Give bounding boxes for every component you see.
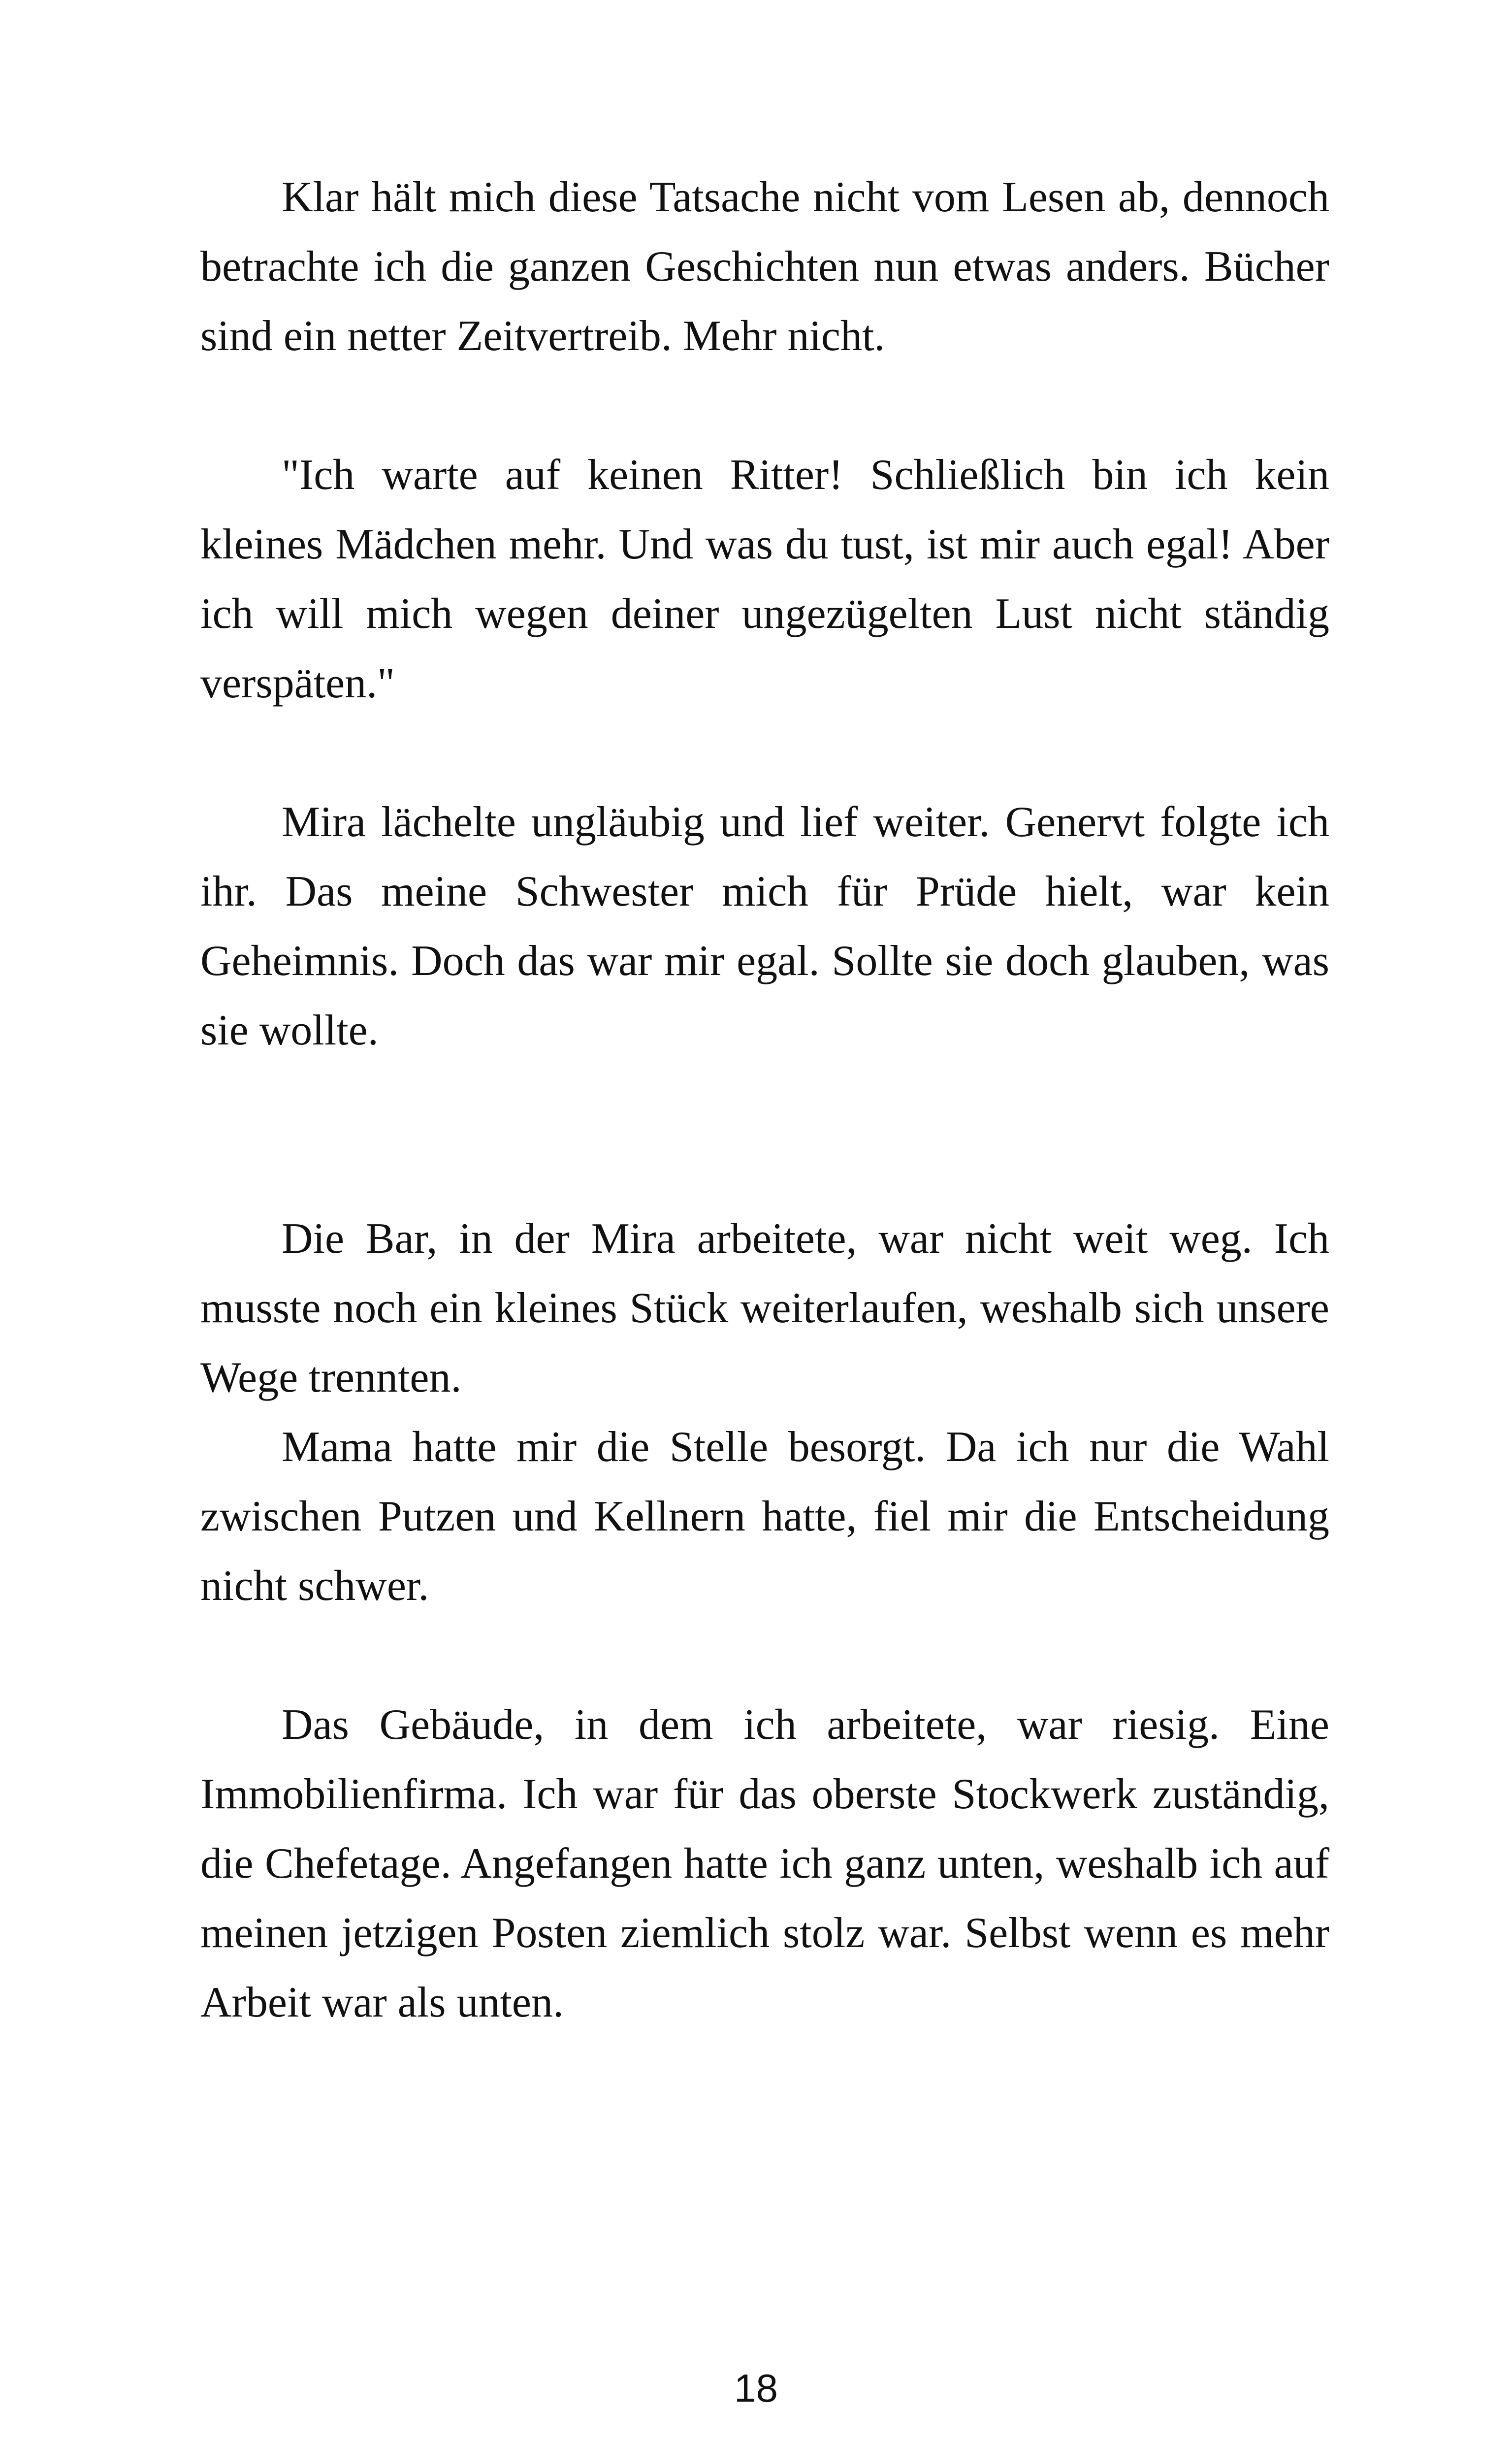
paragraph: Mama hatte mir die Stelle besorgt. Da ich nur die Wahl zwischen Putzen und Kellnern hatte, fiel mir die Entscheidung nicht schwer. xyxy=(200,1423,1329,1610)
body-text xyxy=(200,163,1329,2037)
paragraph: "Ich warte auf keinen Ritter! Schließlich bin ich kein kleines Mädchen mehr. Und was du tust, ist mir auch egal! Aber ich will mich wegen deiner ungezügelten Lust nicht ständig verspäten." xyxy=(200,451,1329,707)
paragraph: Die Bar, in der Mira arbeitete, war nicht weit weg. Ich musste noch ein kleines Stück weiterlaufen, weshalb sich unsere Wege trennten. xyxy=(200,1215,1329,1401)
paragraph: Mira lächelte ungläubig und lief weiter. Genervt folgte ich ihr. Das meine Schwester mich für Prüde hielt, war kein Geheimnis. Doch das war mir egal. Sollte sie doch glauben, was sie wollte. xyxy=(200,798,1329,1054)
page-number: 18 xyxy=(734,2366,778,2410)
paragraph: Klar hält mich diese Tatsache nicht vom Lesen ab, dennoch betrachte ich die ganzen Geschichten nun etwas anders. Bücher sind ein netter Zeitvertreib. Mehr nicht. xyxy=(200,173,1329,360)
paragraph: Das Gebäude, in dem ich arbeitete, war riesig. Eine Immobilienfirma. Ich war für das oberste Stockwerk zuständig, die Chefetage. Angefangen hatte ich ganz unten, weshalb ich auf meinen jetzigen Posten ziemlich stolz war. Selbst wenn es mehr Arbeit war als unten. xyxy=(200,1701,1329,2026)
